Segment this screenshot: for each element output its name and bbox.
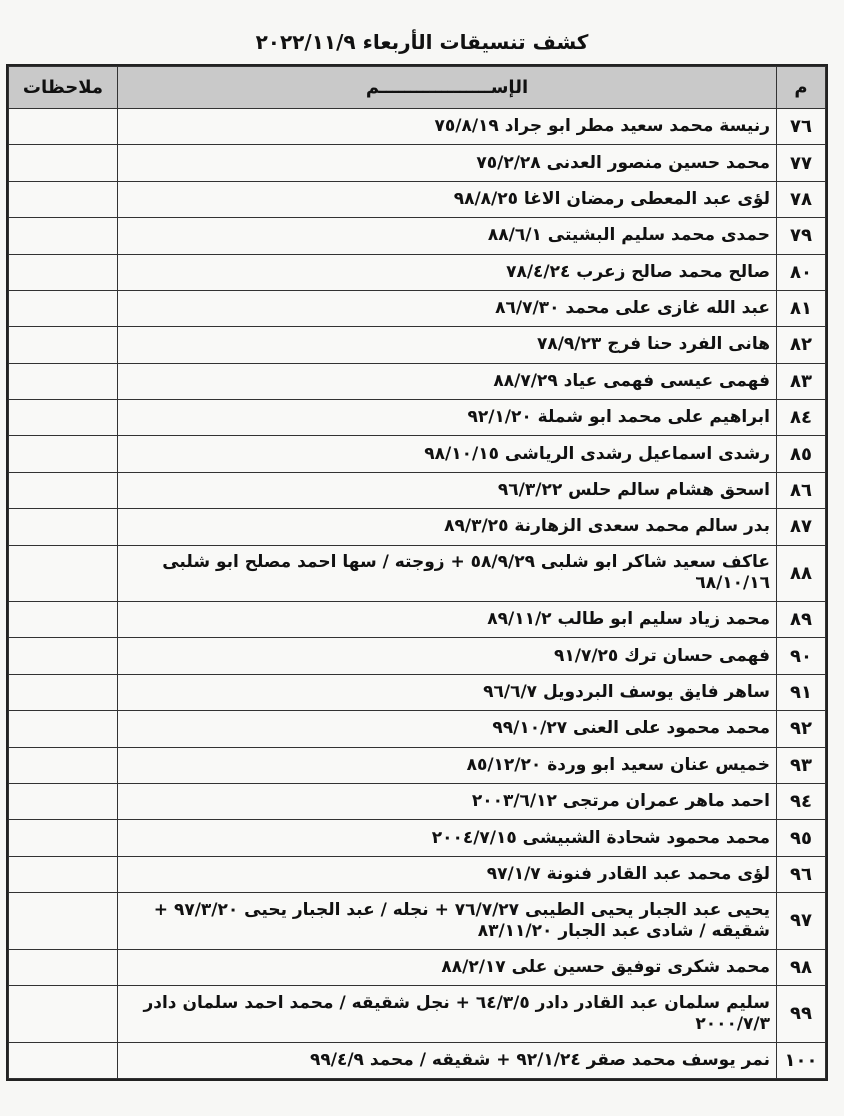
row-notes: [9, 145, 118, 181]
row-name: حمدى محمد سليم البشيتى ٨٨/٦/١: [118, 218, 777, 254]
row-number: ٨٩: [777, 602, 826, 638]
row-name: احمد ماهر عمران مرتجى ٢٠٠٣/٦/١٢: [118, 783, 777, 819]
row-notes: [9, 109, 118, 145]
row-number: ٩٣: [777, 747, 826, 783]
table-row: [9, 893, 826, 950]
row-name: محمد محمود على العنى ٩٩/١٠/٢٧: [118, 711, 777, 747]
table-row: [9, 472, 826, 508]
row-number: ١٠٠: [777, 1042, 826, 1078]
row-number: ٧٧: [777, 145, 826, 181]
row-name: ساهر فايق يوسف البردويل ٩٦/٦/٧: [118, 674, 777, 710]
row-name: بدر سالم محمد سعدى الزهارنة ٨٩/٣/٢٥: [118, 509, 777, 545]
header-name-label: الإســــــــــــــــــم: [365, 77, 529, 98]
row-notes: [9, 363, 118, 399]
row-notes: [9, 856, 118, 892]
table-header-row: [9, 67, 826, 109]
row-number: ٨٤: [777, 400, 826, 436]
row-notes: [9, 820, 118, 856]
names-table: [8, 66, 826, 1079]
table-body: [9, 109, 826, 1079]
row-notes: [9, 986, 118, 1043]
row-name: لؤى عبد المعطى رمضان الاغا ٩٨/٨/٢٥: [118, 181, 777, 217]
row-notes: [9, 545, 118, 602]
row-notes: [9, 893, 118, 950]
row-number: ٨٣: [777, 363, 826, 399]
table-row: [9, 327, 826, 363]
table-row: [9, 254, 826, 290]
table-row: [9, 509, 826, 545]
row-name: عاكف سعيد شاكر ابو شلبى ٥٨/٩/٢٩ + زوجته / سها احمد مصلح ابو شلبى ٦٨/١٠/١٦: [118, 545, 777, 602]
row-number: ٩٧: [777, 893, 826, 950]
table-row: [9, 1042, 826, 1078]
row-name: رنيسة محمد سعيد مطر ابو جراد ٧٥/٨/١٩: [118, 109, 777, 145]
table-row: [9, 856, 826, 892]
row-number: ٧٦: [777, 109, 826, 145]
row-number: ٩٩: [777, 986, 826, 1043]
row-number: ٨١: [777, 290, 826, 326]
table-row: [9, 674, 826, 710]
table-row: [9, 436, 826, 472]
row-name: محمد زياد سليم ابو طالب ٨٩/١١/٢: [118, 602, 777, 638]
table-row: [9, 986, 826, 1043]
row-name: محمد محمود شحادة الشبيشى ٢٠٠٤/٧/١٥: [118, 820, 777, 856]
row-number: ٩٠: [777, 638, 826, 674]
row-notes: [9, 674, 118, 710]
table-row: [9, 783, 826, 819]
table-row: [9, 711, 826, 747]
table-row: [9, 949, 826, 985]
row-name: صالح محمد صالح زعرب ٧٨/٤/٢٤: [118, 254, 777, 290]
row-name: سليم سلمان عبد القادر دادر ٦٤/٣/٥ + نجل شقيقه / محمد احمد سلمان دادر ٢٠٠٠/٧/٣: [118, 986, 777, 1043]
row-name: ابراهيم على محمد ابو شملة ٩٢/١/٢٠: [118, 400, 777, 436]
row-notes: [9, 472, 118, 508]
row-number: ٨٢: [777, 327, 826, 363]
row-name: لؤى محمد عبد القادر فنونة ٩٧/١/٧: [118, 856, 777, 892]
table-row: [9, 109, 826, 145]
row-notes: [9, 509, 118, 545]
row-notes: [9, 1042, 118, 1078]
row-name: خميس عنان سعيد ابو وردة ٨٥/١٢/٢٠: [118, 747, 777, 783]
table-row: [9, 820, 826, 856]
row-notes: [9, 254, 118, 290]
row-name: محمد حسين منصور العدنى ٧٥/٢/٢٨: [118, 145, 777, 181]
row-notes: [9, 436, 118, 472]
table-row: [9, 181, 826, 217]
row-notes: [9, 327, 118, 363]
page-title: كشف تنسيقات الأربعاء ٢٠٢٢/١١/٩: [255, 30, 589, 54]
table-row: [9, 400, 826, 436]
row-number: ٧٩: [777, 218, 826, 254]
row-notes: [9, 783, 118, 819]
row-name: عبد الله غازى على محمد ٨٦/٧/٣٠: [118, 290, 777, 326]
row-number: ٨٧: [777, 509, 826, 545]
table-row: [9, 363, 826, 399]
row-number: ٩٤: [777, 783, 826, 819]
row-notes: [9, 949, 118, 985]
table-row: [9, 747, 826, 783]
row-name: اسحق هشام سالم حلس ٩٦/٣/٢٢: [118, 472, 777, 508]
header-name: [118, 67, 777, 109]
row-number: ٩٨: [777, 949, 826, 985]
row-number: ٩٦: [777, 856, 826, 892]
row-notes: [9, 602, 118, 638]
row-notes: [9, 218, 118, 254]
row-notes: [9, 638, 118, 674]
header-number: م: [777, 67, 826, 109]
row-number: ٩٢: [777, 711, 826, 747]
row-notes: [9, 747, 118, 783]
table-row: [9, 545, 826, 602]
row-number: ٨٠: [777, 254, 826, 290]
header-notes: ملاحظات: [9, 67, 118, 109]
names-table-container: [6, 64, 828, 1081]
row-number: ٨٨: [777, 545, 826, 602]
row-name: فهمى عيسى فهمى عياد ٨٨/٧/٢٩: [118, 363, 777, 399]
table-row: [9, 218, 826, 254]
row-notes: [9, 181, 118, 217]
row-name: نمر يوسف محمد صقر ٩٢/١/٢٤ + شقيقه / محمد ٩٩/٤/٩: [118, 1042, 777, 1078]
row-number: ٩١: [777, 674, 826, 710]
table-row: [9, 602, 826, 638]
row-name: هانى الفرد حنا فرج ٧٨/٩/٢٣: [118, 327, 777, 363]
row-notes: [9, 711, 118, 747]
row-name: محمد شكرى توفيق حسين على ٨٨/٢/١٧: [118, 949, 777, 985]
row-number: ٨٦: [777, 472, 826, 508]
table-row: [9, 145, 826, 181]
table-row: [9, 638, 826, 674]
row-number: ٩٥: [777, 820, 826, 856]
row-notes: [9, 290, 118, 326]
row-name: يحيى عبد الجبار يحيى الطيبى ٧٦/٧/٢٧ + نجله / عبد الجبار يحيى ٩٧/٣/٢٠ + شقيقه / شادى عبد الجبار ٨٣/١١/٢٠: [118, 893, 777, 950]
row-name: فهمى حسان ترك ٩١/٧/٢٥: [118, 638, 777, 674]
table-row: [9, 290, 826, 326]
row-notes: [9, 400, 118, 436]
row-number: ٧٨: [777, 181, 826, 217]
row-number: ٨٥: [777, 436, 826, 472]
row-name: رشدى اسماعيل رشدى الرياشى ٩٨/١٠/١٥: [118, 436, 777, 472]
